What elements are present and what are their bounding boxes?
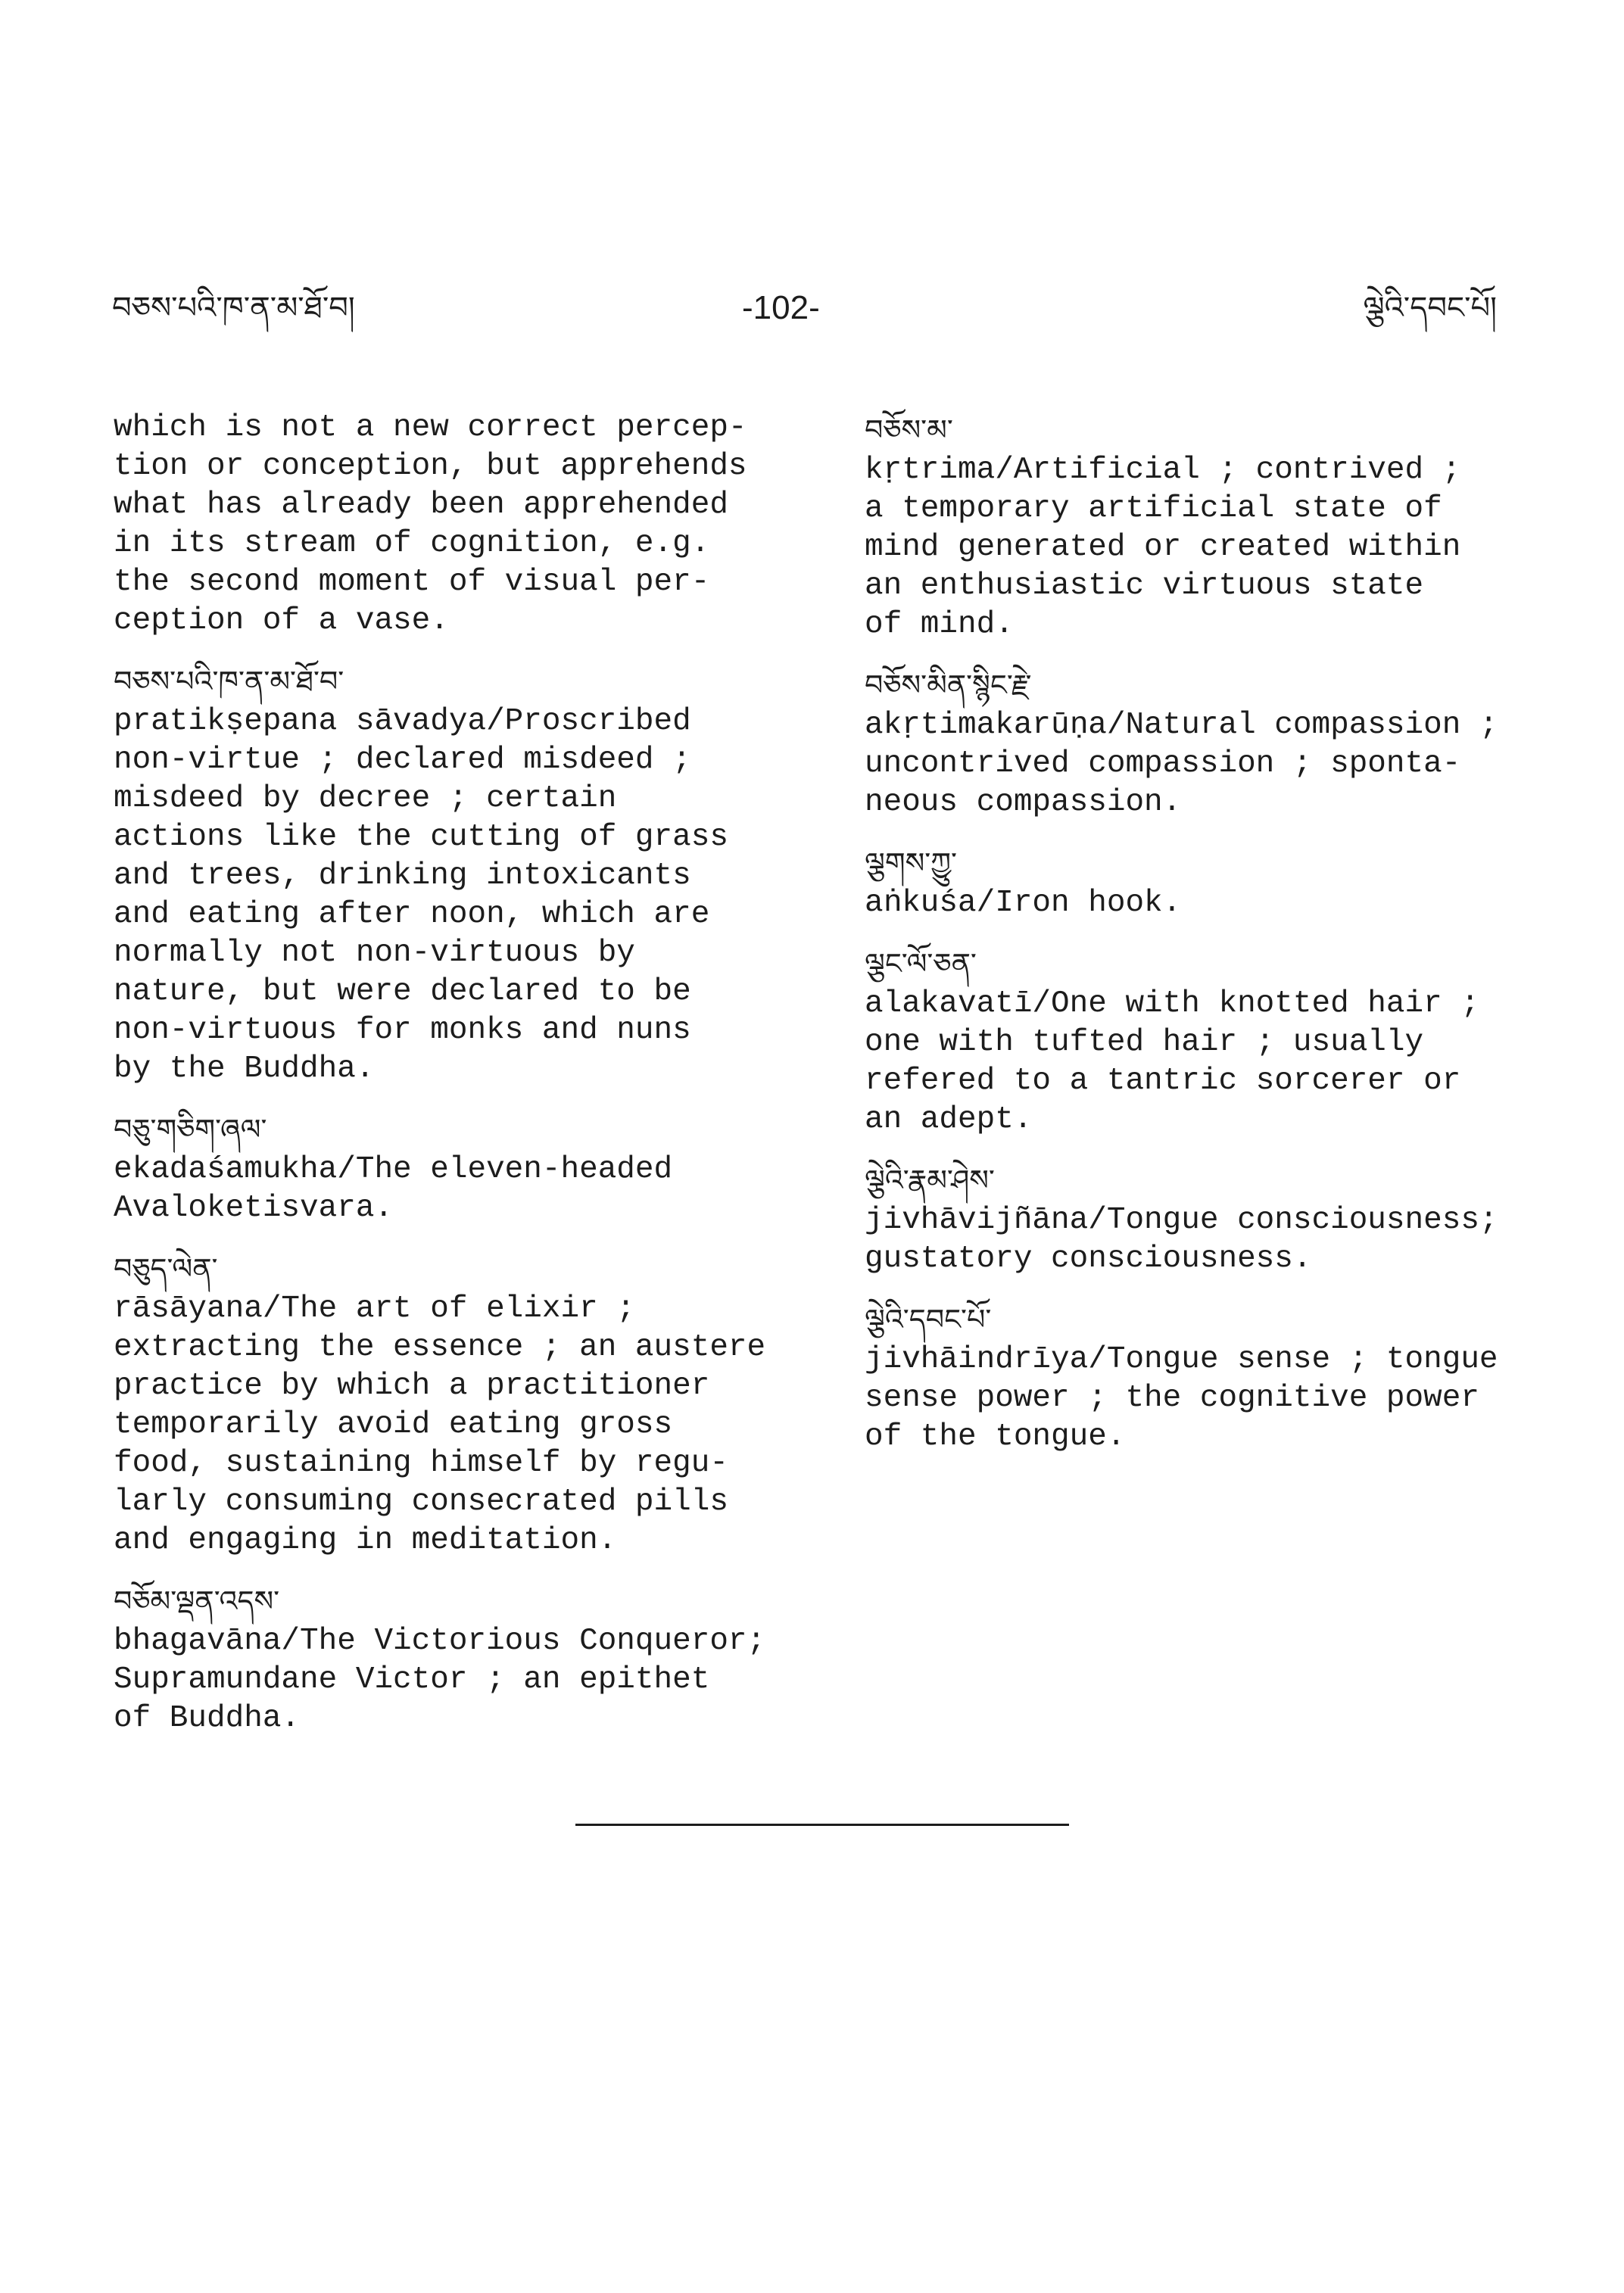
tibetan-term: བཅུ་གཅིག་ཞལ་ bbox=[114, 1113, 267, 1146]
entry-definition: jivhāvijñāna/Tongue consciousness; gustatory consciousness. bbox=[865, 1203, 1498, 1276]
entry-definition: alakavatī/One with knotted hair ; one with tufted hair ; usually refered to a tantric sorcerer or an adept. bbox=[865, 986, 1479, 1137]
glossary-entry bbox=[865, 409, 1546, 644]
tibetan-term: ལྕང་ལོ་ཅན་ bbox=[865, 947, 977, 980]
running-header-left: བཅས་པའི་ཁ་ན་མ་ཐོ་བ། bbox=[112, 291, 355, 326]
running-header-right: ལྕེའི་དབང་པོ། bbox=[1363, 291, 1497, 326]
tibetan-term: ལྕེའི་དབང་པོ་ bbox=[865, 1303, 992, 1336]
page-number: -102- bbox=[742, 289, 820, 326]
section-end-rule bbox=[575, 1824, 1069, 1826]
glossary-entry bbox=[114, 1108, 810, 1228]
entry-definition: bhagavāna/The Victorious Conqueror; Supramundane Victor ; an epithet of Buddha. bbox=[114, 1624, 766, 1736]
entry-definition: pratikṣepana sāvadya/Proscribed non-virtue ; declared misdeed ; misdeed by decree ; certain actions like the cutting of grass and trees, drinking intoxicants and eating after noon, which are normally not non-virtuous by nature, but were declared to be non-virtuous for monks and nuns by the Buddha. bbox=[114, 704, 728, 1086]
glossary-entry bbox=[865, 664, 1546, 822]
left-column bbox=[114, 409, 810, 1758]
glossary-entry bbox=[114, 660, 810, 1089]
glossary-entry bbox=[865, 842, 1546, 923]
entry-definition: rāsāyana/The art of elixir ; extracting the essence ; an austere practice by which a practitioner temporarily avoid eating gross food, sustaining himself by regu- larly consuming consecrated pills and engaging in meditation. bbox=[114, 1291, 766, 1558]
glossary-entry bbox=[865, 1159, 1546, 1279]
entry-definition: jivhāindrīya/Tongue sense ; tongue sense power ; the cognitive power of the tongue. bbox=[865, 1342, 1498, 1454]
glossary-entry bbox=[114, 1248, 810, 1560]
entry-definition: akṛtimakarūṇa/Natural compassion ; uncontrived compassion ; sponta- neous compassion. bbox=[865, 708, 1498, 820]
tibetan-term: ལྕེའི་རྣམ་ཤེས་ bbox=[865, 1164, 995, 1197]
right-column bbox=[865, 409, 1546, 1476]
tibetan-term: ལྕགས་ཀྱུ་ bbox=[865, 846, 957, 880]
tibetan-term: བཅོས་མིན་སྙིང་རྗེ་ bbox=[865, 668, 1032, 702]
tibetan-term: བཅུད་ལེན་ bbox=[114, 1252, 218, 1285]
glossary-entry bbox=[114, 1580, 810, 1738]
glossary-entry bbox=[865, 1298, 1546, 1456]
tibetan-term: བཅོས་མ་ bbox=[865, 413, 953, 447]
continued-definition: which is not a new correct percep- tion or conception, but apprehends what has already been apprehended in its stream of cognition, e.g. the second moment of visual per- ception of a vase. bbox=[114, 410, 747, 638]
entry-definition: kṛtrima/Artificial ; contrived ; a temporary artificial state of mind generated or created within an enthusiastic virtuous state of mind. bbox=[865, 453, 1461, 642]
entry-definition: aṅkuśa/Iron hook. bbox=[865, 886, 1182, 921]
tibetan-term: བཅས་པའི་ཁ་ན་མ་ཐོ་བ་ bbox=[114, 665, 344, 698]
tibetan-term: བཅོམ་ལྡན་འདས་ bbox=[114, 1584, 280, 1618]
entry-definition: ekadaśamukha/The eleven-headed Avaloketisvara. bbox=[114, 1152, 673, 1226]
glossary-entry bbox=[865, 942, 1546, 1139]
